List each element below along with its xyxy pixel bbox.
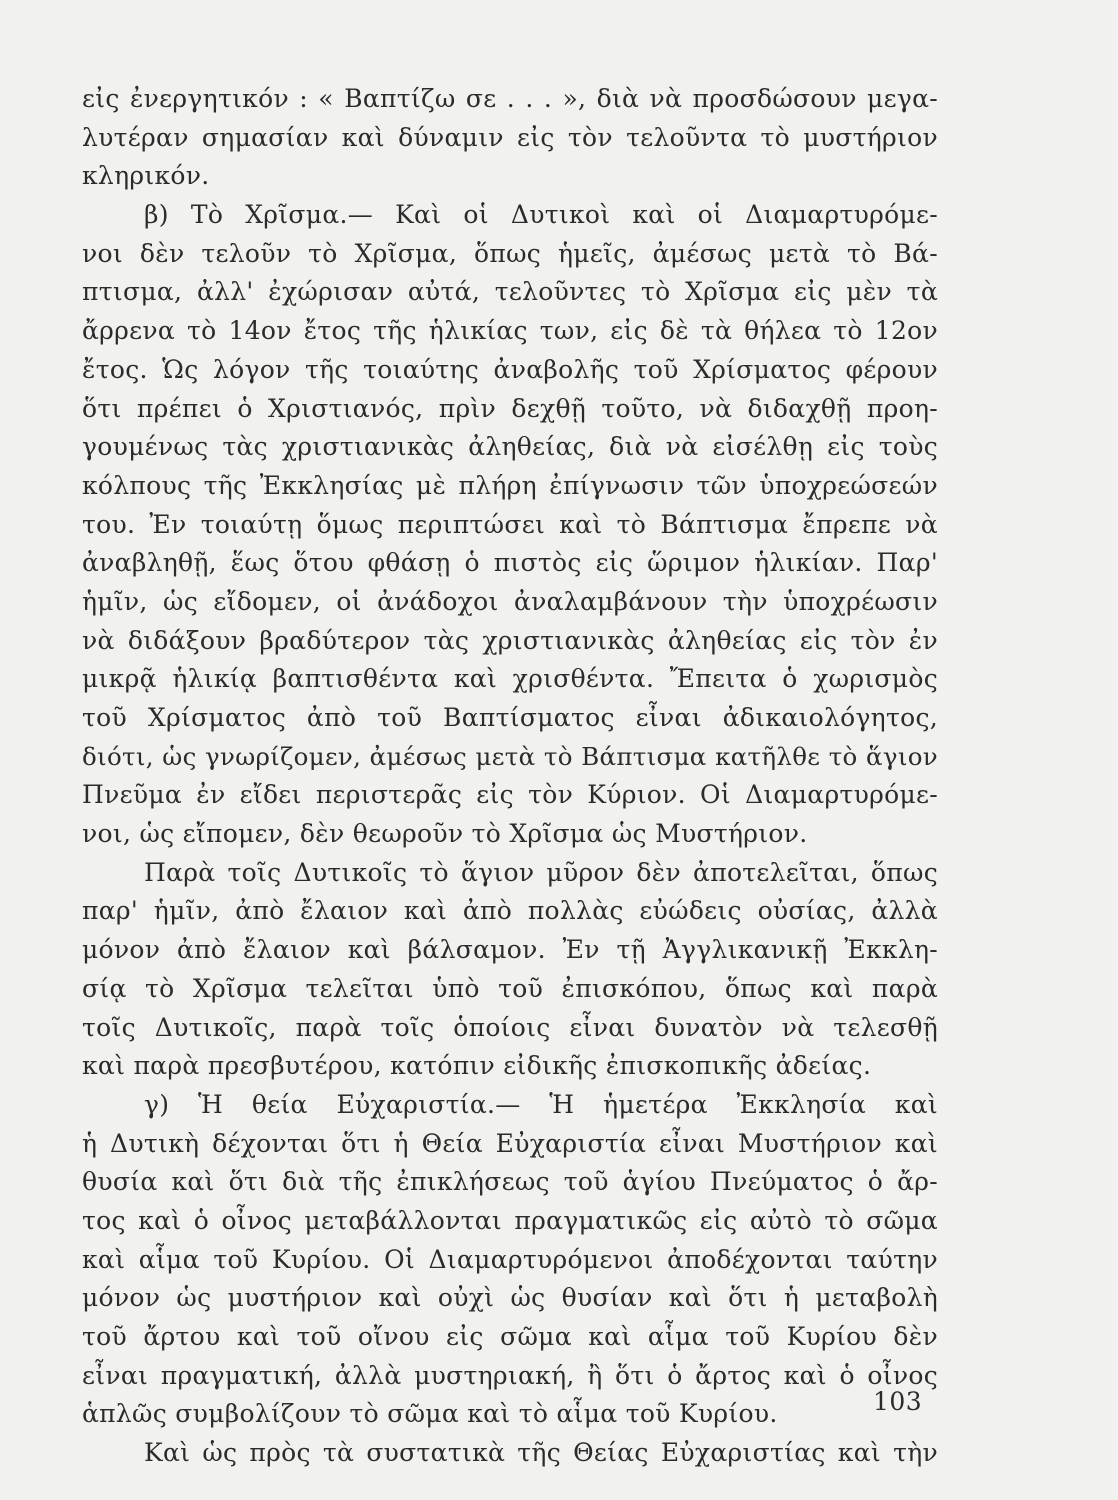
text-line: γουμένως τὰς χριστιανικὰς ἀληθείας, διὰ νὰ εἰσέλθῃ εἰς τοὺς [82, 432, 938, 462]
text-line: του. Ἐν τοιαύτῃ ὅμως περιπτώσει καὶ τὸ Βάπτισμα ἔπρεπε νὰ [82, 509, 938, 539]
text-line: μικρᾷ ἡλικίᾳ βαπτισθέντα καὶ χρισθέντα. Ἔπειτα ὁ χωρισμὸς [82, 664, 938, 694]
text-line: εἶναι πραγματική, ἀλλὰ μυστηριακή, ἢ ὅτι ὁ ἄρτος καὶ ὁ οἶνος [82, 1360, 938, 1390]
text-line: μόνον ὡς μυστήριον καὶ οὐχὶ ὡς θυσίαν καὶ ὅτι ἡ μεταβολὴ [82, 1283, 938, 1313]
text-line: νοι δὲν τελοῦν τὸ Χρῖσμα, ὅπως ἡμεῖς, ἀμέσως μετὰ τὸ Βά- [82, 238, 938, 268]
text-line: σίᾳ τὸ Χρῖσμα τελεῖται ὑπὸ τοῦ ἐπισκόπου, ὅπως καὶ παρὰ [82, 973, 938, 1003]
text-line: θυσία καὶ ὅτι διὰ τῆς ἐπικλήσεως τοῦ ἁγίου Πνεύματος ὁ ἄρ- [82, 1167, 938, 1197]
text-line: κόλπους τῆς Ἐκκλησίας μὲ πλήρη ἐπίγνωσιν τῶν ὑποχρεώσεών [82, 470, 938, 500]
text-line: τοῦ ἄρτου καὶ τοῦ οἴνου εἰς σῶμα καὶ αἷμα τοῦ Κυρίου δὲν [82, 1322, 938, 1351]
text-line: ἡμῖν, ὡς εἴδομεν, οἱ ἀνάδοχοι ἀναλαμβάνουν τὴν ὑποχρέωσιν [82, 586, 938, 616]
text-line: μόνον ἀπὸ ἔλαιον καὶ βάλσαμον. Ἐν τῇ Ἀγγλικανικῇ Ἐκκλη- [82, 935, 938, 965]
text-line: εἰς ἐνεργητικόν : « Βαπτίζω σε . . . », διὰ νὰ προσδώσουν μεγα- [82, 84, 938, 113]
text-line: τοῖς Δυτικοῖς, παρὰ τοῖς ὁποίοις εἶναι δυνατὸν νὰ τελεσθῇ [82, 1012, 938, 1042]
text-line: ἔτος. Ὡς λόγον τῆς τοιαύτης ἀναβολῆς τοῦ Χρίσματος φέρουν [82, 354, 938, 384]
text-line: Καὶ ὡς πρὸς τὰ συστατικὰ τῆς Θείας Εὐχαριστίας καὶ τὴν [144, 1438, 938, 1468]
text-line: λυτέραν σημασίαν καὶ δύναμιν εἰς τὸν τελοῦντα τὸ μυστήριον [82, 122, 938, 152]
text-line: διότι, ὡς γνωρίζομεν, ἀμέσως μετὰ τὸ Βάπτισμα κατῆλθε τὸ ἅγιον [82, 741, 938, 771]
text-line: τοῦ Χρίσματος ἀπὸ τοῦ Βαπτίσματος εἶναι ἀδικαιολόγητος, [82, 703, 938, 732]
text-line: ἄρρενα τὸ 14ον ἔτος τῆς ἡλικίας των, εἰς δὲ τὰ θήλεα τὸ 12ον [82, 316, 938, 346]
text-line: καὶ αἷμα τοῦ Κυρίου. Οἱ Διαμαρτυρόμενοι ἀποδέχονται ταύτην [82, 1244, 938, 1274]
section-heading-chrisma: β) Τὸ Χρῖσμα.— Καὶ οἱ Δυτικοὶ καὶ οἱ Διαμαρτυρόμε- [144, 200, 938, 230]
section-heading-eucharistia: γ) Ἡ θεία Εὐχαριστία.— Ἡ ἡμετέρα Ἐκκλησία καὶ [144, 1089, 938, 1119]
text-line: καὶ παρὰ πρεσβυτέρου, κατόπιν εἰδικῆς ἐπισκοπικῆς ἀδείας. [82, 1051, 872, 1081]
text-line: Πνεῦμα ἐν εἴδει περιστερᾶς εἰς τὸν Κύριον. Οἱ Διαμαρτυρόμε- [82, 780, 938, 810]
text-line: Παρὰ τοῖς Δυτικοῖς τὸ ἅγιον μῦρον δὲν ἀποτελεῖται, ὅπως [144, 857, 938, 887]
text-line: τος καὶ ὁ οἶνος μεταβάλλονται πραγματικῶς εἰς αὐτὸ τὸ σῶμα [82, 1205, 938, 1235]
text-line: κληρικόν. [82, 161, 210, 191]
text-line: παρ' ἡμῖν, ἀπὸ ἔλαιον καὶ ἀπὸ πολλὰς εὐώδεις οὐσίας, ἀλλὰ [82, 896, 938, 926]
text-line: ἁπλῶς συμβολίζουν τὸ σῶμα καὶ τὸ αἷμα τοῦ Κυρίου. [82, 1399, 778, 1429]
text-line: νὰ διδάξουν βραδύτερον τὰς χριστιανικὰς ἀληθείας εἰς τὸν ἐν [82, 625, 938, 655]
body-text [82, 80, 938, 1473]
text-line: ἡ Δυτικὴ δέχονται ὅτι ἡ Θεία Εὐχαριστία εἶναι Μυστήριον καὶ [82, 1128, 938, 1158]
text-line: ὅτι πρέπει ὁ Χριστιανός, πρὶν δεχθῇ τοῦτο, νὰ διδαχθῇ προη- [82, 393, 938, 423]
text-line: πτισμα, ἀλλ' ἐχώρισαν αὐτά, τελοῦντες τὸ Χρῖσμα εἰς μὲν τὰ [82, 277, 938, 307]
page-number: 103 [873, 1387, 923, 1416]
text-line: ἀναβληθῇ, ἕως ὅτου φθάσῃ ὁ πιστὸς εἰς ὥριμον ἡλικίαν. Παρ' [82, 548, 938, 578]
text-line: νοι, ὡς εἴπομεν, δὲν θεωροῦν τὸ Χρῖσμα ὡς Μυστήριον. [82, 819, 808, 849]
